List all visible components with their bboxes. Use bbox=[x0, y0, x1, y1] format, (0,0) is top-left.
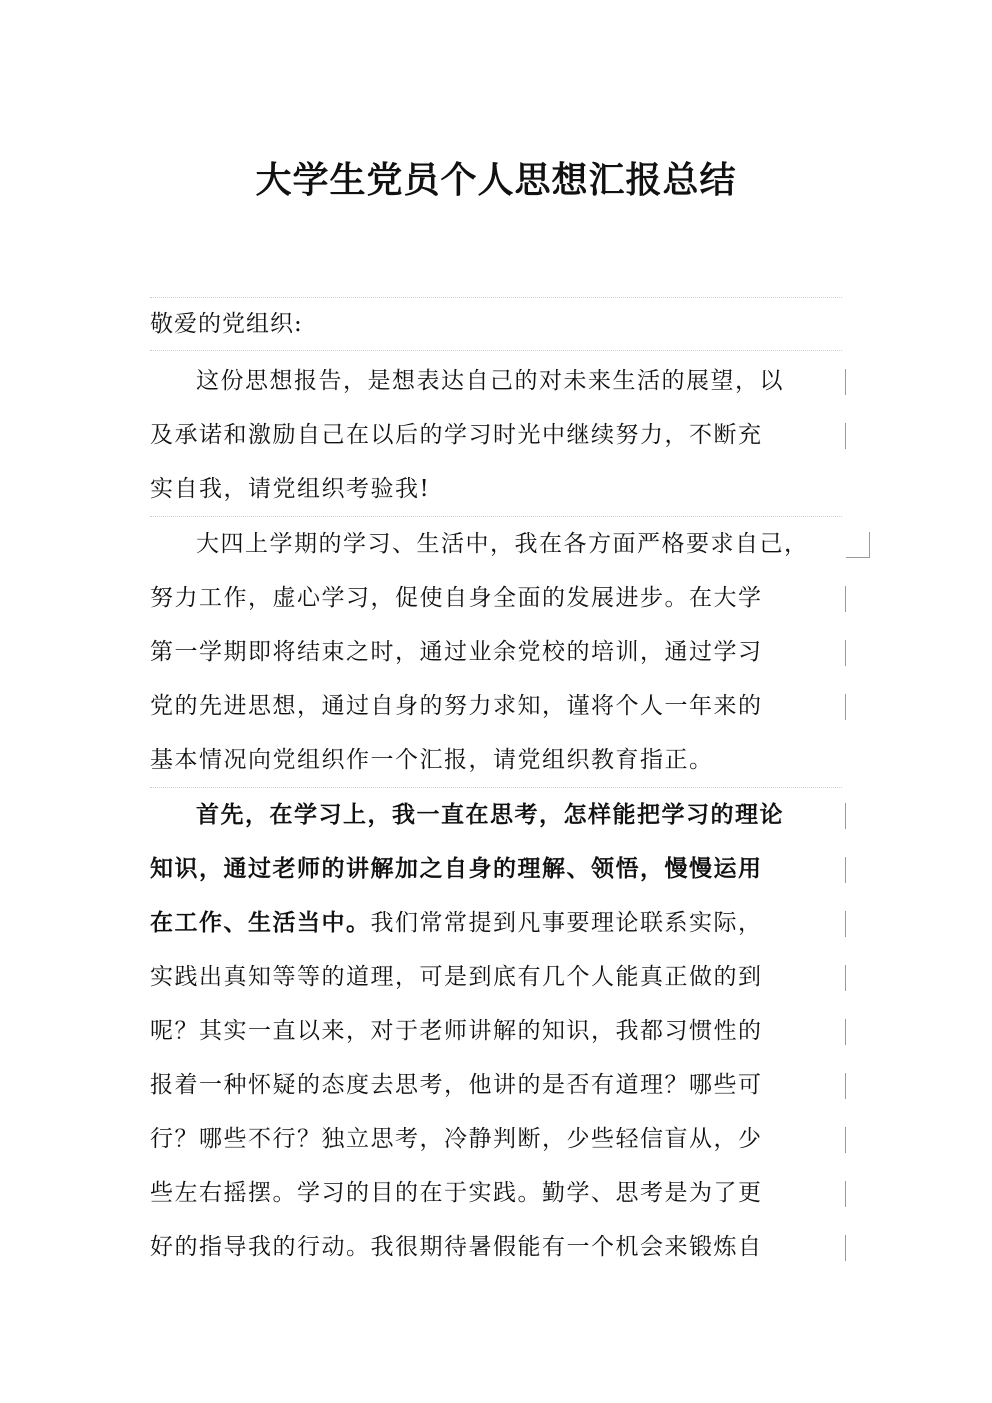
paragraph-1 bbox=[150, 354, 842, 517]
document-body bbox=[150, 297, 842, 1274]
normal-run: 我们常常提到凡事要理论联系实际， bbox=[370, 910, 763, 936]
paragraph-line: 党的先进思想，通过自身的努力求知，谨将个人一年来的 bbox=[150, 679, 842, 733]
paragraph-line: 首先，在学习上，我一直在思考，怎样能把学习的理论 bbox=[150, 788, 842, 842]
margin-mark bbox=[845, 803, 846, 829]
paragraph-line: 行？哪些不行？独立思考，冷静判断，少些轻信盲从，少 bbox=[150, 1112, 842, 1166]
paragraph-line: 及承诺和激励自己在以后的学习时光中继续努力，不断充 bbox=[150, 408, 842, 462]
bold-run: 在工作、生活当中。 bbox=[150, 909, 371, 936]
paragraph-line: 报着一种怀疑的态度去思考，他讲的是否有道理？哪些可 bbox=[150, 1058, 842, 1112]
paragraph-line: 第一学期即将结束之时，通过业余党校的培训，通过学习 bbox=[150, 625, 842, 679]
margin-mark bbox=[845, 1127, 846, 1153]
margin-mark bbox=[845, 423, 846, 449]
paragraph-line: 实践出真知等等的道理，可是到底有几个人能真正做的到 bbox=[150, 950, 842, 1004]
margin-mark bbox=[845, 694, 846, 720]
salutation: 敬爱的党组织: bbox=[150, 297, 842, 351]
margin-mark bbox=[845, 640, 846, 666]
margin-mark bbox=[869, 532, 870, 558]
margin-mark bbox=[845, 369, 846, 395]
document-title: 大学生党员个人思想汇报总结 bbox=[255, 159, 737, 201]
margin-mark bbox=[845, 857, 846, 883]
paragraph-line: 努力工作，虚心学习，促使自身全面的发展进步。在大学 bbox=[150, 571, 842, 625]
paragraph-line: 知识，通过老师的讲解加之自身的理解、领悟，慢慢运用 bbox=[150, 842, 842, 896]
paragraph-line: 好的指导我的行动。我很期待暑假能有一个机会来锻炼自 bbox=[150, 1220, 842, 1274]
paragraph-line: 些左右摇摆。学习的目的在于实践。勤学、思考是为了更 bbox=[150, 1166, 842, 1220]
margin-mark bbox=[845, 965, 846, 991]
margin-mark bbox=[845, 1181, 846, 1207]
margin-mark bbox=[845, 1073, 846, 1099]
paragraph-line: 大四上学期的学习、生活中，我在各方面严格要求自己， bbox=[150, 517, 842, 571]
paragraph-line: 实自我，请党组织考验我! bbox=[150, 476, 431, 502]
margin-mark bbox=[845, 586, 846, 612]
paragraph-line bbox=[150, 896, 842, 950]
paragraph-2 bbox=[150, 517, 842, 788]
margin-mark bbox=[845, 1019, 846, 1045]
paragraph-line: 这份思想报告，是想表达自己的对未来生活的展望，以 bbox=[150, 354, 842, 408]
paragraph-3 bbox=[150, 788, 842, 1274]
margin-mark bbox=[845, 911, 846, 937]
paragraph-line: 呢？其实一直以来，对于老师讲解的知识，我都习惯性的 bbox=[150, 1004, 842, 1058]
margin-mark bbox=[845, 1235, 846, 1261]
paragraph-line: 基本情况向党组织作一个汇报，请党组织教育指正。 bbox=[150, 747, 714, 773]
